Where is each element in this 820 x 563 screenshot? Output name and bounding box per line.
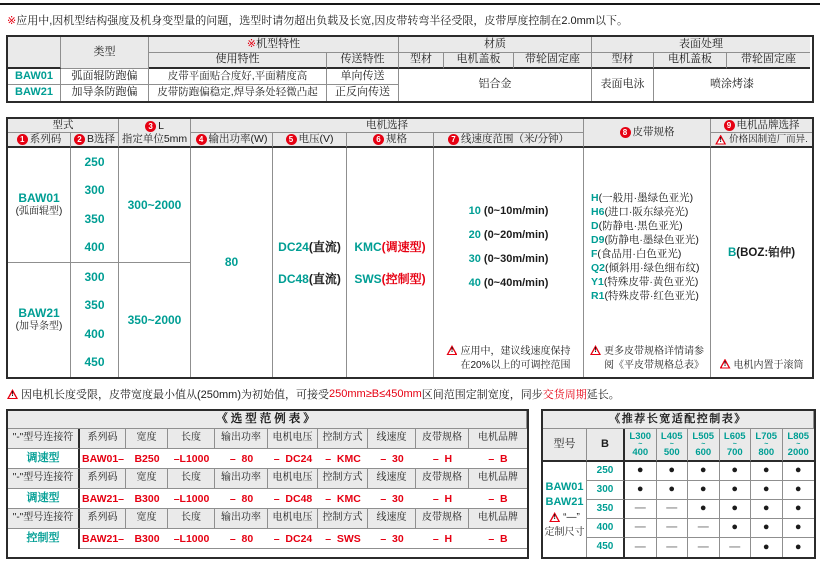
l-range-baw01: 300~2000 — [119, 148, 191, 263]
line-speed-note: ! 应用中，建议线速度保持 在20%以上的可调控范围 — [434, 345, 583, 377]
model-series-baw21: BAW21 (加导条型) — [8, 263, 71, 377]
warning-icon — [549, 512, 560, 522]
header-voltage: 5 电压(V) — [273, 133, 347, 148]
warning-icon — [715, 135, 726, 145]
belt-spec-note: ! 更多皮带规格详情请参 阅《平皮带规格总表》 — [584, 345, 710, 377]
width-note: ! 因电机长度受限，皮带宽度最小值从(250mm)为初始值，可接受 250mm≥B≤450mm 区间范围定制宽度，同步 交货周期 延长。 — [7, 386, 814, 402]
example-row-type: 调速型 — [8, 489, 80, 509]
b-values-baw01: 250 300 350 400 — [71, 148, 119, 263]
recommend-table: 《推荐长宽适配控制表》 型号 B L300 ~ 400 L405 ~ 500 L505 ~ 600 L605 ~ 700 L705 ~ 800 L805 ~ 2000 BAW01 BAW21 ! “—” 定制尺寸 250 ● ● ● ● ● ● 300 ● ● ● ● ● ● 350 — — ● ● ● ● 400 — — — ● ● ● 450 — — — — ● ● — [541, 409, 816, 559]
power-value: 80 — [191, 148, 273, 377]
warning-icon — [7, 389, 18, 399]
circled-6: 6 — [373, 134, 384, 145]
circled-1: 1 — [17, 134, 28, 145]
motor-brand-note: ! 电机内置于滚筒 — [711, 359, 812, 378]
col-header-surface-seat: 带轮固定座 — [727, 53, 810, 69]
circled-7: 7 — [448, 134, 459, 145]
recommend-header-b: B — [587, 429, 625, 462]
series-use: 皮带平面贴合度好,平面精度高 — [149, 69, 327, 85]
example-row-values: BAW21– B300 –L1000 – 80 – DC48 – KMC – 30 – H – B — [80, 489, 527, 509]
header-l: 3 L 指定单位5mm — [119, 119, 191, 148]
recommend-header-l1: L300 ~ 400 — [625, 429, 657, 462]
reference-mark: ※ — [7, 14, 17, 27]
recommend-header-model: 型号 — [543, 429, 587, 462]
series-code: BAW21 — [8, 85, 61, 101]
feature-table — [6, 35, 814, 103]
warning-icon — [446, 345, 457, 355]
col-header-material-seat: 带轮固定座 — [514, 53, 592, 69]
surface-cover-value: 喷涂烤漆 — [710, 78, 754, 91]
header-belt-spec: 8 皮带规格 — [584, 119, 711, 148]
header-power: 4 输出功率(W) — [191, 133, 273, 148]
top-divider — [0, 3, 820, 5]
motor-brand-value: B(BOZ:铂仲) — [727, 247, 796, 260]
header-line-speed: 7 线速度范围（米/分钟） — [434, 133, 584, 148]
series-transfer: 单向传送 — [327, 69, 399, 85]
line-speed-cell — [434, 148, 584, 377]
example-row-type: 调速型 — [8, 449, 80, 469]
example-row-values: BAW21– B300 –L1000 – 80 – DC24 – SWS – 30 – H – B — [80, 529, 527, 549]
example-row-values: BAW01– B250 –L1000 – 80 – DC24 – KMC – 30 – H – B — [80, 449, 527, 469]
belt-spec-cell — [584, 148, 711, 377]
recommend-header-l4: L605 ~ 700 — [720, 429, 752, 462]
circled-9: 9 — [724, 120, 735, 131]
header-model: 型式 — [8, 119, 119, 133]
surface-profile-value: 表面电泳 — [592, 69, 654, 101]
series-type: 弧面辊防跑偏 — [61, 69, 149, 85]
col-header-material-profile: 型材 — [399, 53, 444, 69]
header-b-select: 2 B选择 — [71, 133, 119, 148]
circled-2: 2 — [74, 134, 85, 145]
header-motor-select: 电机选择 — [191, 119, 584, 133]
model-series-baw01: BAW01 (弧面辊型) — [8, 148, 71, 263]
recommend-header-l6: L805 ~ 2000 — [783, 429, 815, 462]
belt-spec-list: H(一般用·墨绿色亚光) H6(进口·阪东绿亮光) D(防静电·黑色亚光) D9(防静电·墨绿色亚光) F(食品用·白色亚光) Q2(倾斜用·绿色细布纹) Y1(特殊皮带·黄色亚光) R1(特殊皮带·红色亚光) — [591, 191, 700, 302]
recommend-header-l2: L405 ~ 500 — [657, 429, 689, 462]
warning-icon — [590, 345, 601, 355]
l-range-baw21: 350~2000 — [119, 263, 191, 377]
usage-note — [7, 12, 814, 28]
col-header-material: 材质 — [399, 37, 592, 53]
col-header-surface-cover: 电机盖板 — [654, 53, 727, 69]
circled-3: 3 — [145, 121, 156, 132]
recommend-header-l3: L505 ~ 600 — [688, 429, 720, 462]
warning-icon — [720, 359, 731, 369]
example-table-title: 《选型范例表》 — [8, 411, 527, 429]
col-header-material-cover: 电机盖板 — [444, 53, 514, 69]
line-speed-values: 10 (0~10m/min) 20 (0~20m/min) 30 (0~30m/min) 40 (0~40m/min) — [468, 204, 549, 289]
recommend-header-l5: L705 ~ 800 — [751, 429, 783, 462]
voltage-values: DC24(直流) DC48(直流) — [273, 148, 347, 377]
usage-note-text: 应用中,因机型结构强度及机身变型量的问题，选型时请勿超出负载及长宽,因皮带转弯半径受限，皮带厚度控制在2.0mm以下。 — [16, 15, 628, 27]
material-value: 铝合金 — [399, 69, 592, 101]
header-series: 1 系列码 — [8, 133, 71, 148]
series-transfer: 正反向传送 — [327, 85, 399, 101]
col-header-transfer: 传送特性 — [327, 53, 399, 69]
col-header-surface: 表面处理 — [592, 37, 810, 53]
spec-values: KMC(调速型) SWS(控制型) — [347, 148, 434, 377]
motor-brand-cell — [711, 148, 812, 377]
example-table: 《选型范例表》 "-"型号连接符 系列码 宽度 长度 输出功率 电机电压 控制方式 线速度 皮带规格 电机品牌 调速型 BAW01– B250 –L1000 – 80 – DC24 – KMC – 30 – H – B "-"型号连接符 系列码 宽度 长度 输出功率 电机电压 控制方式 线速度 皮带规格 电机品牌 调速型 BAW21– B300 –L1000 – 80 – DC48 – KMC – 30 – H – B "-"型号连接符 系列码 宽度 长度 输出功率 电机电压 控制方式 线速度 皮带规格 电机品牌 控制型 BAW21– B300 –L1000 – 80 – DC24 – SWS – 30 – H – B — [6, 409, 529, 559]
recommend-table-title: 《推荐长宽适配控制表》 — [543, 411, 814, 429]
col-header-use: 使用特性 — [149, 53, 327, 69]
circled-4: 4 — [196, 134, 207, 145]
header-brand-note: ! 价格因制造厂而异. — [711, 133, 812, 148]
circled-8: 8 — [620, 127, 631, 138]
b-values-baw21: 300 350 400 450 — [71, 263, 119, 377]
circled-5: 5 — [286, 134, 297, 145]
col-header-type: 类型 — [61, 37, 149, 69]
recommend-model-cell: BAW01 BAW21 ! “—” 定制尺寸 — [543, 462, 587, 557]
header-motor-brand: 9 电机品牌选择 — [711, 119, 812, 133]
col-header-feature: ※ 机型特性 — [149, 37, 399, 53]
header-spec: 6 规格 — [347, 133, 434, 148]
series-code: BAW01 — [8, 69, 61, 85]
example-row-type: 控制型 — [8, 529, 80, 549]
series-type: 加导条防跑偏 — [61, 85, 149, 101]
series-use: 皮带防跑偏稳定,焊导条处轻微凸起 — [149, 85, 327, 101]
model-table — [6, 117, 814, 379]
col-header-surface-profile: 型材 — [592, 53, 654, 69]
